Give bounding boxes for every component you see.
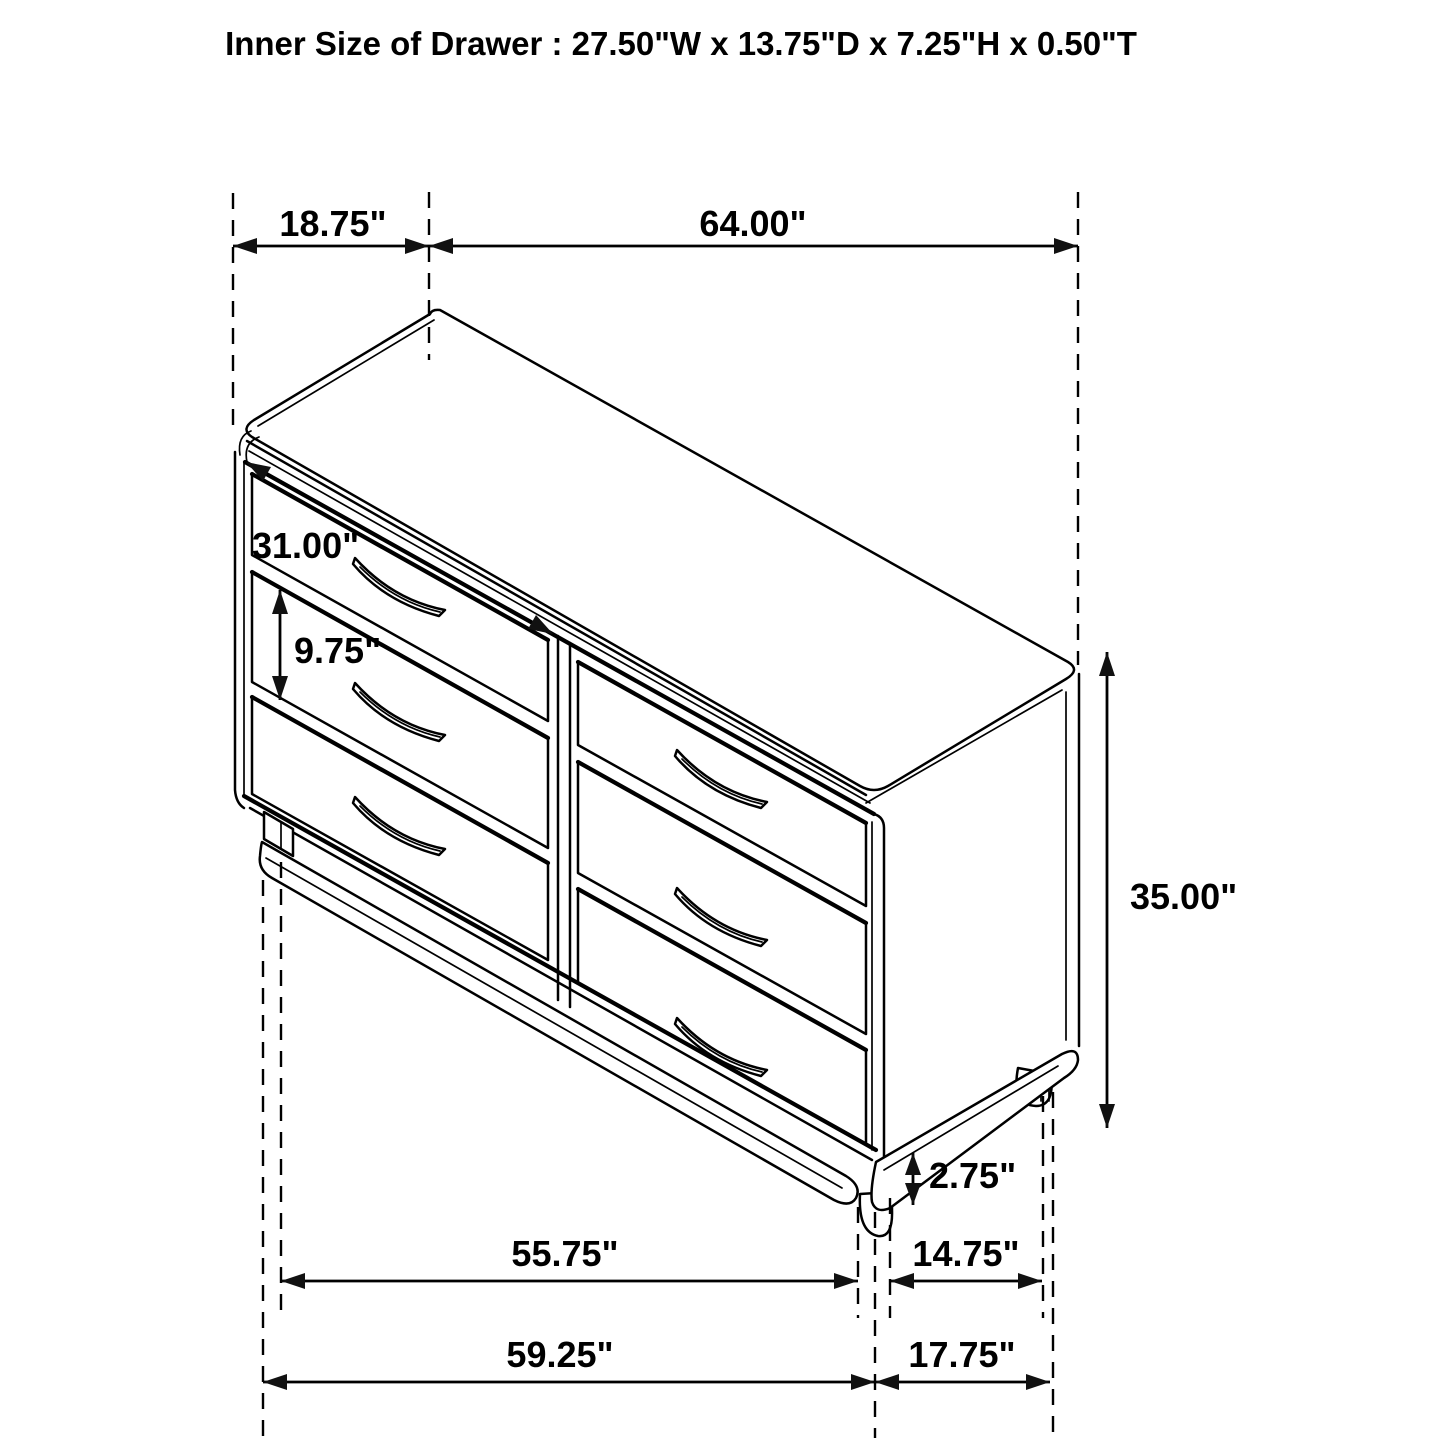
dresser-drawing	[235, 310, 1079, 1236]
arrowhead	[875, 1374, 899, 1390]
arrowhead	[1099, 1104, 1115, 1128]
dim-side-feet-span	[890, 1233, 1042, 1289]
drawer-handle	[675, 888, 767, 946]
dim-front-feet-span	[281, 1233, 858, 1289]
arrowhead	[1018, 1273, 1042, 1289]
arrowhead	[890, 1273, 914, 1289]
dim-label-base-height: 2.75"	[929, 1155, 1017, 1196]
arrowhead	[1026, 1374, 1050, 1390]
arrowhead	[429, 238, 453, 254]
arrowhead	[834, 1273, 858, 1289]
dim-label-side-feet-span: 14.75"	[912, 1233, 1020, 1274]
dim-label-overall-height: 35.00"	[1130, 876, 1238, 917]
dim-label-side-base-depth: 17.75"	[908, 1334, 1016, 1375]
arrowhead	[281, 1273, 305, 1289]
arrowhead	[272, 590, 288, 614]
arrowhead	[405, 238, 429, 254]
drawing-title: Inner Size of Drawer : 27.50"W x 13.75"D x 7.25"H x 0.50"T	[225, 25, 1137, 62]
dim-top-depth	[233, 203, 429, 254]
dim-label-front-base-width: 59.25"	[506, 1334, 614, 1375]
front-base-rail-inner	[266, 858, 842, 1188]
dim-label-top-width: 64.00"	[699, 203, 807, 244]
dim-overall-height	[1099, 652, 1237, 1128]
drawer-handle	[353, 683, 445, 741]
dim-label-drawer-face-height: 9.75"	[294, 630, 382, 671]
dim-side-base-depth	[875, 1334, 1050, 1390]
arrowhead	[1099, 652, 1115, 676]
dim-label-drawer-section-width: 31.00"	[252, 525, 360, 566]
front-right-corner-band	[874, 814, 884, 1158]
arrowhead	[233, 238, 257, 254]
arrowhead	[1054, 238, 1078, 254]
dresser-side-face	[1066, 674, 1079, 1046]
arrowhead	[851, 1374, 875, 1390]
front-left-edge-outer	[235, 452, 244, 808]
dim-label-front-feet-span: 55.75"	[511, 1233, 619, 1274]
drawer-top-shadow	[578, 889, 866, 1050]
drawer-handle	[353, 797, 445, 855]
dim-label-top-depth: 18.75"	[279, 203, 387, 244]
arrowhead	[263, 1374, 287, 1390]
dim-front-base-width	[263, 1334, 875, 1390]
top-face-outline	[246, 310, 1074, 790]
dim-top-width	[429, 203, 1078, 254]
dresser-top-face	[239, 310, 1074, 803]
dim-drawer-face-height	[272, 590, 381, 700]
arrowhead	[272, 676, 288, 700]
